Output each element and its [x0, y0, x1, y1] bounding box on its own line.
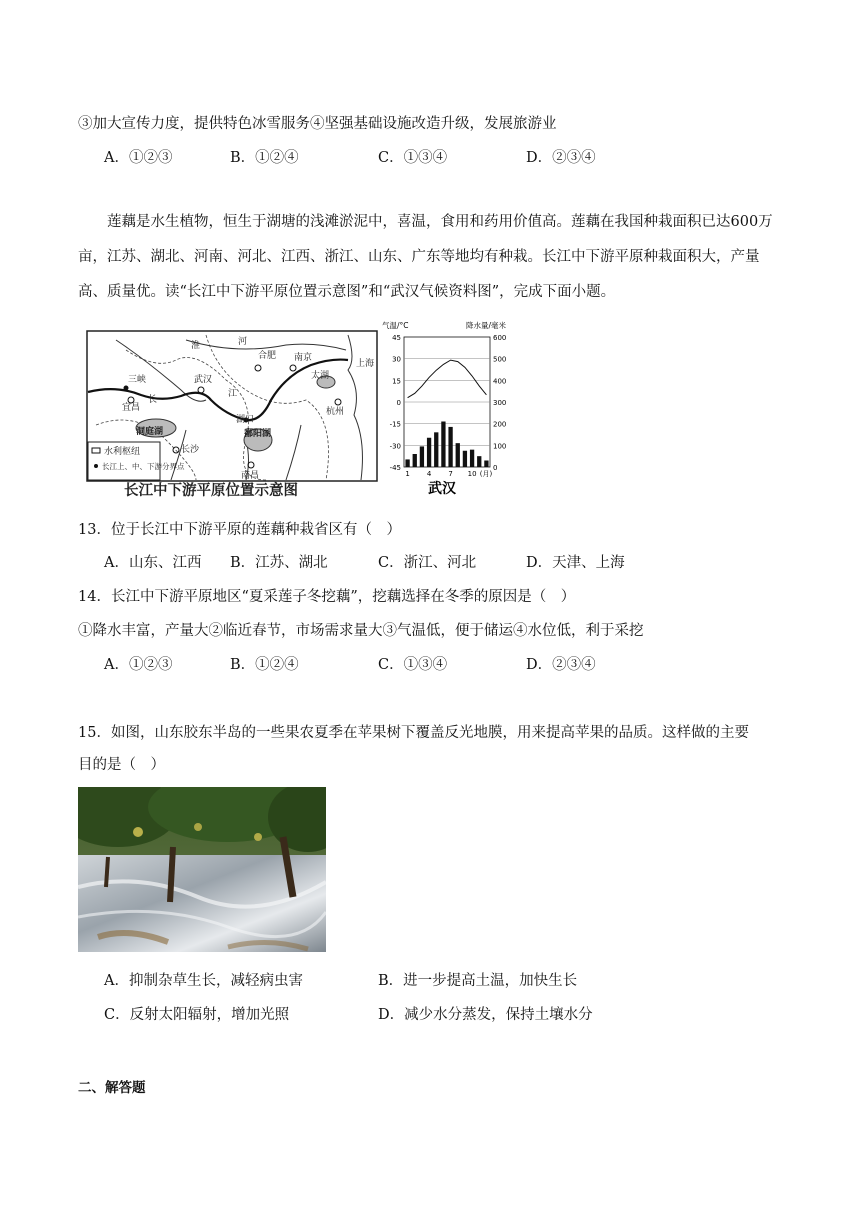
q12-option-a: A．①②③ — [104, 150, 173, 166]
map-label-chang: 长 — [148, 395, 158, 405]
map-label-hefei: 合肥 — [258, 351, 277, 361]
precip-tick-label: 200 — [493, 420, 507, 429]
map-label-huai: 淮 — [191, 341, 201, 351]
temp-tick-label: -45 — [389, 464, 401, 472]
map-label-wuhan: 武汉 — [194, 375, 213, 385]
precip-bar — [470, 450, 474, 467]
yangtze-map-figure — [86, 330, 378, 498]
lotus-passage: 莲藕是水生植物，恒生于湖塘的浅滩淤泥中，喜温，食用和药用价值高。莲藕在我国种栽面积已达600万亩，江苏、湖北、河南、河北、江西、浙江、山东、广东等地均有种栽。长江中下游平原种栽面积大，产量高、质量优。读“长江中下游平原位置示意图”和“武汉气候资料图”，完成下面小题。 — [78, 214, 773, 300]
q15-option-b: B．进一步提高土温，加快生长 — [378, 973, 578, 989]
temp-tick-label: -15 — [389, 420, 401, 429]
map-label-dongtinghu: 洞庭湖 — [136, 427, 164, 437]
q13-option-c: C．浙江、河北 — [378, 555, 477, 571]
map-label-hukou: 湖口 — [236, 415, 255, 425]
month-tick-label: 7 — [448, 470, 453, 478]
q13-option-d: D．天津、上海 — [526, 555, 625, 571]
q12-option-b: B．①②④ — [230, 150, 299, 166]
section-title: 二、解答题 — [78, 1080, 146, 1096]
month-tick-label: 10 — [467, 470, 477, 478]
precip-bar — [405, 459, 409, 467]
temp-axis-title: 气温/°C — [382, 321, 409, 330]
q15-stem-line1: 15．如图，山东胶东半岛的一些果农夏季在苹果树下覆盖反光地膜，用来提高苹果的品质。这样做的主要 — [78, 725, 749, 741]
precip-bar — [448, 427, 452, 467]
q15-option-d: D．减少水分蒸发，保持土壤水分 — [378, 1007, 593, 1023]
map-caption: 长江中下游平原位置示意图 — [124, 483, 298, 498]
q14-stem: 14．长江中下游平原地区“夏采莲子冬挖藕”，挖藕选择在冬季的原因是（ ） — [78, 589, 576, 605]
q14-option-d: D．②③④ — [526, 657, 596, 673]
precip-tick-label: 100 — [493, 442, 507, 451]
orchard-reflective-film-image — [78, 787, 326, 952]
month-tick-label: 1 — [405, 470, 410, 478]
precip-tick-label: 500 — [493, 355, 507, 364]
precip-bar — [420, 446, 424, 467]
map-label-poyanghu: 鄱阳湖 — [244, 429, 272, 439]
q15-option-a: A．抑制杂草生长，减轻病虫害 — [104, 973, 303, 989]
precip-tick-label: 400 — [493, 377, 507, 386]
q14-option-c: C．①③④ — [378, 657, 448, 673]
q14-option-b: B．①②④ — [230, 657, 299, 673]
q14-option-a: A．①②③ — [104, 657, 173, 673]
map-label-taihu: 太湖 — [311, 371, 330, 381]
q15-stem-line2: 目的是（ ） — [78, 757, 165, 773]
q13-option-a: A．山东、江西 — [104, 555, 202, 571]
month-tick-label: 4 — [426, 470, 432, 478]
temperature-curve — [408, 360, 487, 398]
q13-option-b: B．江苏、湖北 — [230, 555, 328, 571]
precip-bar — [477, 456, 481, 467]
map-label-he: 河 — [238, 337, 248, 347]
map-label-sanxia: 三峡 — [128, 375, 147, 385]
precip-bar — [413, 454, 417, 467]
temp-tick-label: 30 — [392, 355, 401, 364]
precip-tick-label: 0 — [493, 464, 498, 472]
precip-bar — [441, 422, 445, 468]
map-label-nanjing: 南京 — [294, 353, 313, 363]
q12-statement: ③加大宣传力度，提供特色冰雪服务④坚强基础设施改造升级，发展旅游业 — [78, 116, 557, 132]
precip-tick-label: 600 — [493, 334, 507, 342]
orchard-photo — [78, 787, 326, 952]
q13-stem: 13．位于长江中下游平原的莲藕种栽省区有（ ） — [78, 522, 401, 538]
precip-axis-title: 降水量/毫米 — [466, 321, 507, 330]
wuhan-climate-figure — [380, 317, 520, 497]
map-label-yichang: 宜昌 — [122, 403, 141, 413]
q15-option-c: C．反射太阳辐射，增加光照 — [104, 1007, 290, 1023]
temp-tick-label: -30 — [389, 442, 401, 451]
precip-bar — [427, 438, 431, 467]
precip-bar — [434, 432, 438, 467]
map-legend-boundary: 长江上、中、下游分界点 — [102, 462, 185, 471]
map-label-changsha: 长沙 — [181, 445, 200, 455]
map-label-jiang: 江 — [228, 389, 238, 399]
q12-option-d: D．②③④ — [526, 150, 596, 166]
month-tick-label: (月) — [479, 470, 493, 478]
yangtze-map — [86, 330, 378, 498]
precip-tick-label: 300 — [493, 399, 507, 407]
map-label-nanchang: 南昌 — [241, 471, 260, 481]
climate-caption: 武汉 — [428, 481, 456, 497]
map-legend-dam: 水利枢纽 — [104, 447, 141, 457]
temp-tick-label: 0 — [396, 399, 401, 407]
temp-tick-label: 45 — [392, 334, 401, 342]
precip-bar — [463, 451, 467, 467]
precip-bar — [456, 443, 460, 467]
map-label-shanghai: 上海 — [356, 359, 375, 369]
wuhan-climate-chart — [380, 317, 520, 497]
temp-tick-label: 15 — [392, 377, 401, 386]
precip-bar — [484, 461, 488, 468]
q12-option-c: C．①③④ — [378, 150, 448, 166]
map-label-hangzhou: 杭州 — [326, 407, 345, 417]
q14-statement: ①降水丰富，产量大②临近春节，市场需求量大③气温低，便于储运④水位低，利于采挖 — [78, 623, 644, 639]
